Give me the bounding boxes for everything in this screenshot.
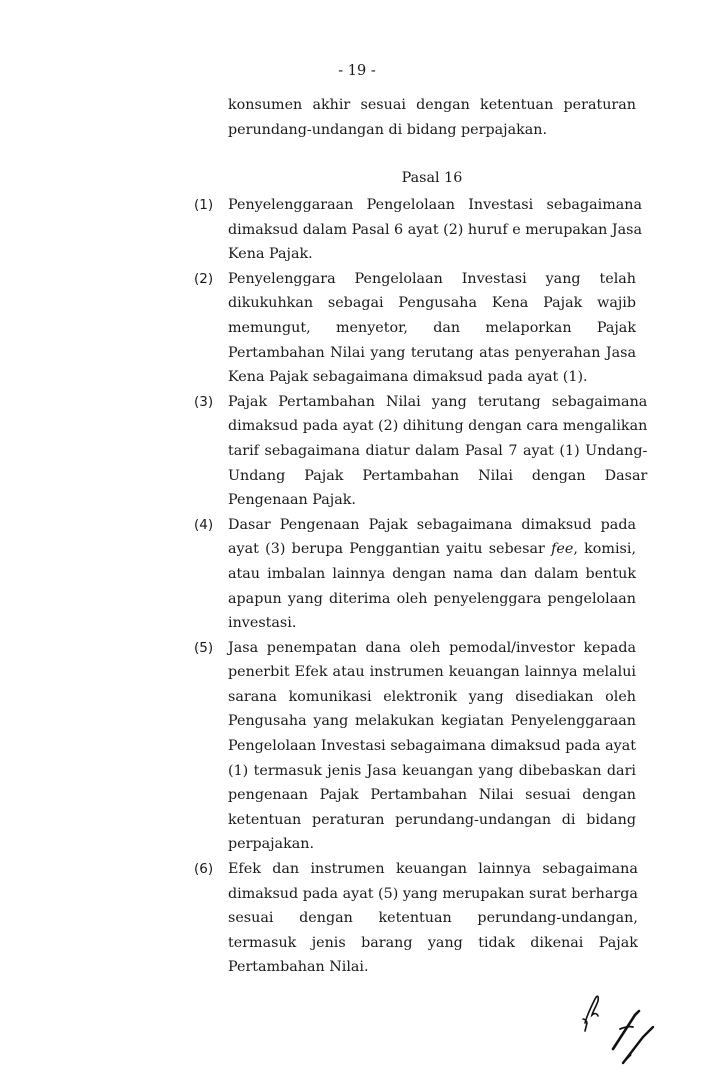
text-line: termasuk jenis barang yang tidak dikenai Pajak: [228, 934, 638, 951]
paragraph-number: (5): [194, 639, 214, 656]
intro-line: konsumen akhir sesuai dengan ketentuan peraturan: [228, 97, 636, 113]
list-item-ayat-1: [194, 193, 643, 267]
paragraph-text: [228, 390, 647, 513]
paragraph-number: (2): [194, 270, 214, 287]
list-item-ayat-2: [194, 267, 636, 390]
text-line: (1) termasuk jenis Jasa keuangan yang dibebaskan dari: [228, 762, 636, 779]
signature-initials: [565, 985, 675, 1065]
article-title: Pasal 16: [401, 170, 463, 186]
text-line: apapun yang diterima oleh penyelenggara pengelolaan: [228, 590, 636, 607]
text-line: Pengusaha yang melakukan kegiatan Penyelenggaraan: [228, 713, 636, 730]
intro-paragraph: [228, 93, 636, 142]
list-item-ayat-3: [194, 390, 648, 513]
text-line: dimaksud pada ayat (5) yang merupakan surat berharga: [228, 885, 638, 902]
text-line: perpajakan.: [228, 836, 315, 853]
text-line: Efek dan instrumen keuangan lainnya sebagaimana: [228, 861, 638, 878]
text-line: Jasa penempatan dana oleh pemodal/investor kepada: [228, 639, 636, 656]
paragraph-text: [228, 193, 642, 267]
text-line: atau imbalan lainnya dengan nama dan dalam bentuk: [228, 565, 636, 582]
text-line-with-italic: ayat (3) berupa Penggantian yaitu sebesar fee, komisi,: [228, 541, 636, 558]
text-line: Pajak Pertambahan Nilai yang terutang sebagaimana: [228, 393, 648, 410]
paragraph-number: (1): [194, 197, 214, 213]
text-line: dimaksud dalam Pasal 6 ayat (2) huruf e merupakan Jasa: [228, 221, 643, 238]
list-item-ayat-6: [194, 857, 636, 980]
text-line: pengenaan Pajak Pertambahan Nilai sesuai dengan: [228, 787, 636, 804]
text-line: Kena Pajak.: [228, 246, 313, 263]
text-line: Pertambahan Nilai yang terutang atas penyerahan Jasa: [228, 344, 636, 361]
text-line: investasi.: [228, 615, 297, 632]
text-line: penerbit Efek atau instrumen keuangan lainnya melalui: [228, 664, 636, 681]
paragraph-number: (6): [194, 861, 214, 878]
paragraph-text: [228, 636, 636, 857]
text-line: dikukuhkan sebagai Pengusaha Kena Pajak wajib: [228, 295, 636, 312]
text-line: Pertambahan Nilai.: [228, 959, 369, 976]
initial-signature-icon: [565, 985, 675, 1065]
text-line: Dasar Pengenaan Pajak sebagaimana dimaksud pada: [228, 516, 636, 533]
italic-term: fee: [551, 541, 574, 558]
paragraph-number: (3): [194, 393, 214, 410]
paragraph-text: [228, 513, 636, 636]
text-line: Penyelenggaraan Pengelolaan Investasi sebagaimana: [228, 197, 643, 213]
text-line: Undang Pajak Pertambahan Nilai dengan Dasar: [228, 467, 648, 484]
page-number: - 19 -: [338, 63, 376, 79]
list-item-ayat-5: [194, 636, 636, 857]
text-line: sesuai dengan ketentuan perundang-undangan,: [228, 910, 638, 927]
text-line: Pengenaan Pajak.: [228, 492, 356, 509]
list-item-ayat-4: [194, 513, 636, 636]
paragraph-text: [228, 857, 638, 980]
text-line: Penyelenggara Pengelolaan Investasi yang telah: [228, 270, 636, 287]
text-line: Pengelolaan Investasi sebagaimana dimaksud pada ayat: [228, 738, 636, 755]
paragraph-list: [194, 193, 648, 980]
text-line: dimaksud pada ayat (2) dihitung dengan cara mengalikan: [228, 418, 648, 435]
text-line: ketentuan peraturan perundang-undangan di bidang: [228, 811, 636, 828]
text-line: memungut, menyetor, dan melaporkan Pajak: [228, 319, 636, 336]
text-line: tarif sebagaimana diatur dalam Pasal 7 ayat (1) Undang-: [228, 442, 648, 459]
paragraph-number: (4): [194, 516, 214, 533]
text-line: Kena Pajak sebagaimana dimaksud pada ayat (1).: [228, 369, 588, 386]
text-line: sarana komunikasi elektronik yang disediakan oleh: [228, 688, 636, 705]
intro-line: perundang-undangan di bidang perpajakan.: [228, 121, 548, 138]
paragraph-text: [228, 267, 636, 390]
